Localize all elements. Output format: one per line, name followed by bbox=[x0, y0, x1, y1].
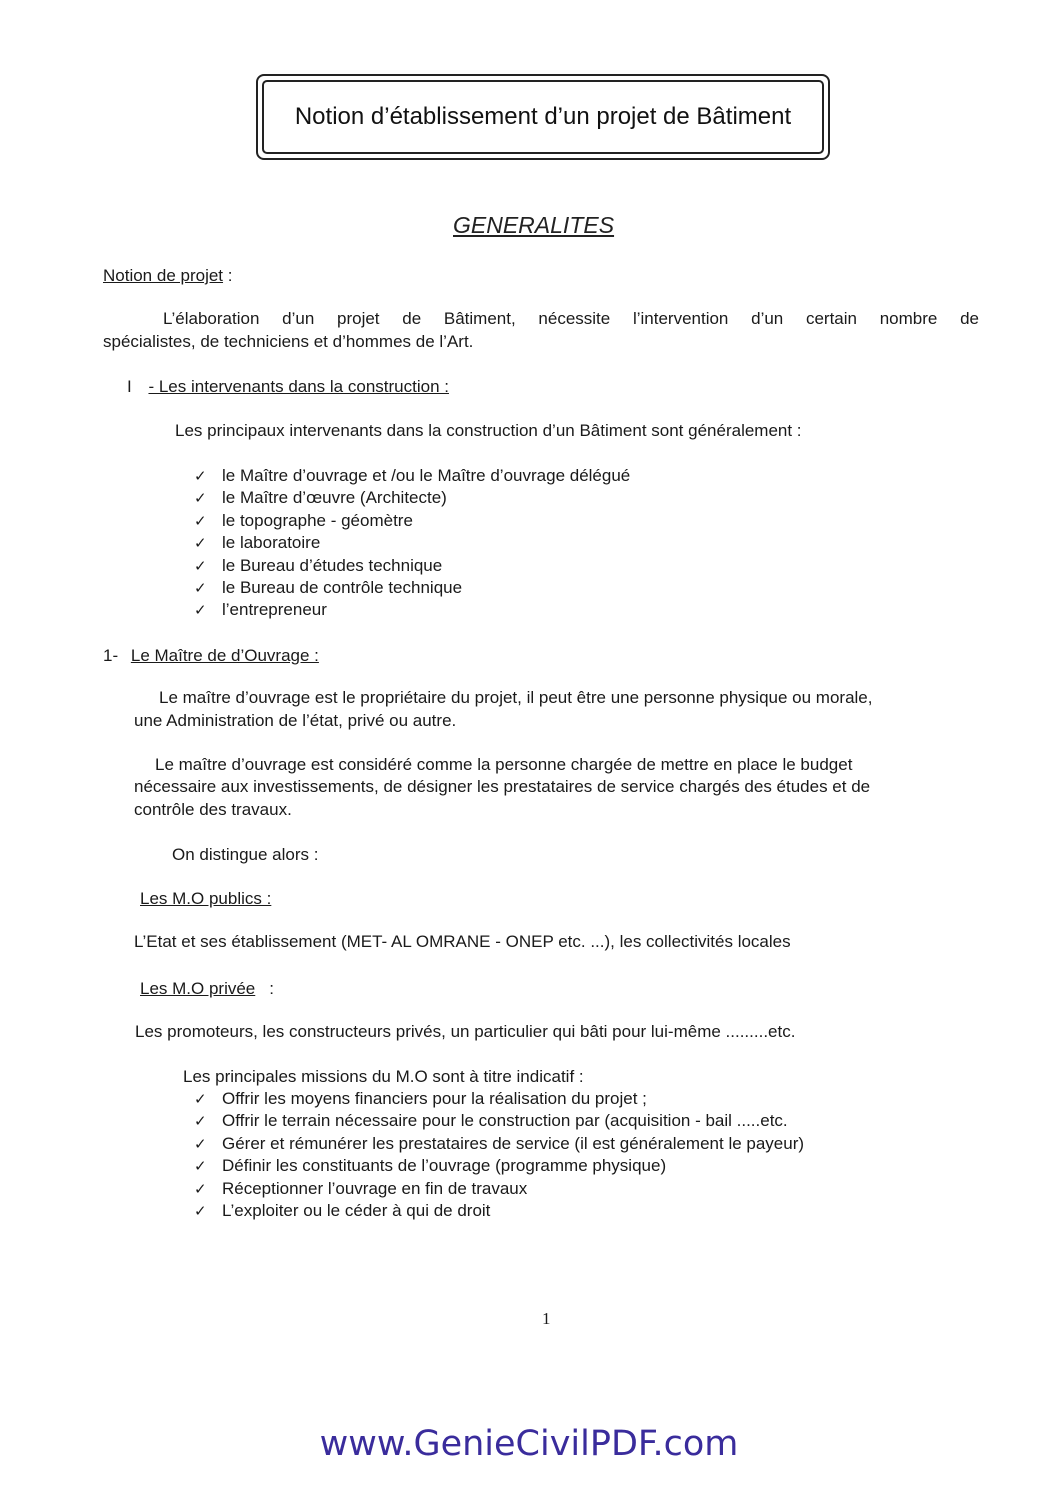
list-item: ✓ le Bureau de contrôle technique bbox=[194, 577, 630, 599]
maitre-heading: Le Maître de d’Ouvrage : bbox=[130, 646, 319, 665]
check-icon: ✓ bbox=[194, 1179, 207, 1198]
check-icon: ✓ bbox=[194, 556, 207, 575]
check-icon: ✓ bbox=[194, 489, 207, 508]
intervenants-list bbox=[194, 465, 630, 622]
maitre-p2-line-2: nécessaire aux investissements, de désigner les prestataires de service chargés des études et de bbox=[134, 777, 871, 796]
section-1-heading-line bbox=[127, 377, 449, 397]
list-item: ✓ le Maître d’ouvrage et /ou le Maître d’ouvrage délégué bbox=[194, 465, 630, 487]
notion-line-2: spécialistes, de techniciens et d’hommes de l’Art. bbox=[103, 332, 474, 351]
document-title: Notion d’établissement d’un projet de Bâtiment bbox=[294, 103, 792, 130]
list-item: ✓ L’exploiter ou le céder à qui de droit bbox=[194, 1200, 804, 1222]
mo-privee-label: Les M.O privée bbox=[140, 979, 256, 998]
notion-colon: : bbox=[223, 266, 233, 285]
maitre-heading-line bbox=[103, 646, 319, 666]
notion-label-line bbox=[103, 266, 232, 286]
check-icon: ✓ bbox=[194, 1134, 207, 1153]
mo-privee-colon: : bbox=[269, 979, 274, 998]
distinguish-text: On distingue alors : bbox=[172, 845, 319, 864]
list-item: ✓ le laboratoire bbox=[194, 532, 630, 554]
list-item: ✓ le Maître d’œuvre (Architecte) bbox=[194, 487, 630, 509]
list-item: ✓ le Bureau d’études technique bbox=[194, 555, 630, 577]
check-icon: ✓ bbox=[194, 1090, 207, 1108]
section-1-heading: - Les intervenants dans la construction : bbox=[148, 377, 449, 396]
list-item: ✓ Réceptionner l’ouvrage en fin de travaux bbox=[194, 1178, 804, 1200]
list-item: ✓ l’entrepreneur bbox=[194, 599, 630, 621]
check-icon: ✓ bbox=[194, 1201, 207, 1220]
section-1-intro: Les principaux intervenants dans la construction d’un Bâtiment sont généralement : bbox=[175, 421, 802, 440]
maitre-p2-line-3: contrôle des travaux. bbox=[134, 800, 292, 819]
section-heading: GENERALITES bbox=[453, 212, 615, 238]
check-icon: ✓ bbox=[194, 1157, 207, 1176]
notion-label: Notion de projet bbox=[103, 266, 224, 285]
mo-publics-label: Les M.O publics : bbox=[140, 889, 272, 908]
mo-publics-text: L’Etat et ses établissement (MET- AL OMRANE - ONEP etc. ...), les collectivités locales bbox=[134, 932, 791, 951]
list-item: ✓ Gérer et rémunérer les prestataires de service (il est généralement le payeur) bbox=[194, 1133, 804, 1155]
page-number: 1 bbox=[542, 1309, 551, 1328]
check-icon: ✓ bbox=[194, 1112, 207, 1131]
section-1-number: I bbox=[127, 377, 132, 396]
check-icon: ✓ bbox=[194, 511, 207, 530]
missions-intro: Les principales missions du M.O sont à titre indicatif : bbox=[183, 1067, 584, 1086]
maitre-p1-line-1: Le maître d’ouvrage est le propriétaire du projet, il peut être une personne physique ou morale, bbox=[159, 688, 873, 707]
title-frame bbox=[262, 80, 824, 154]
notion-line-1: L’élaboration d’un projet de Bâtiment, nécessite l’intervention d’un certain nombre de bbox=[163, 309, 979, 328]
maitre-number: 1- bbox=[103, 646, 119, 665]
maitre-p2-line-1: Le maître d’ouvrage est considéré comme la personne chargée de mettre en place le budget bbox=[155, 755, 853, 774]
mo-privee-text: Les promoteurs, les constructeurs privés, un particulier qui bâti pour lui-même .........etc. bbox=[135, 1022, 796, 1041]
list-item: ✓ le topographe - géomètre bbox=[194, 510, 630, 532]
check-icon: ✓ bbox=[194, 578, 207, 597]
check-icon: ✓ bbox=[194, 534, 207, 553]
mo-privee-line bbox=[140, 979, 274, 999]
maitre-p1-line-2: une Administration de l’état, privé ou autre. bbox=[134, 711, 457, 730]
check-icon: ✓ bbox=[194, 601, 207, 620]
missions-list bbox=[194, 1088, 804, 1222]
list-item: ✓ Offrir les moyens financiers pour la réalisation du projet ; bbox=[194, 1088, 804, 1110]
list-item: ✓ Définir les constituants de l’ouvrage (programme physique) bbox=[194, 1155, 804, 1177]
check-icon: ✓ bbox=[194, 467, 207, 485]
list-item: ✓ Offrir le terrain nécessaire pour le construction par (acquisition - bail .....etc. bbox=[194, 1110, 804, 1132]
watermark-link[interactable]: www.GenieCivilPDF.com bbox=[319, 1424, 739, 1464]
